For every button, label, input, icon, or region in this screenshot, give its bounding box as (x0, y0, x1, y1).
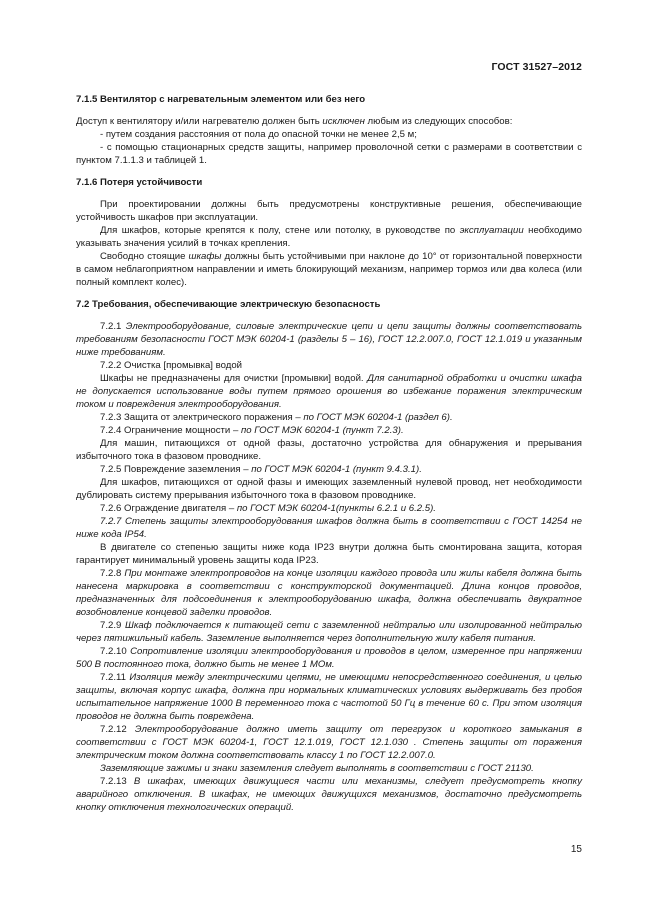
paragraph: Доступ к вентилятору и/или нагревателю должен быть исключен любым из следующих способов: (76, 116, 513, 127)
paragraph: 7.2.8 При монтаже электропроводов на конце изоляции каждого провода или жилы кабеля должна быть нанесена маркировка в соответствии с конструкторской документацией. Длина концов проводов, предназначенных для подсоединения к электрооборудованию шкафа, должна обеспечивать двукратное возобновление концевой заделки проводов. (76, 568, 582, 618)
paragraph: 7.2.7 Степень защиты электрооборудования шкафов должна быть в соответствии с ГОСТ 14254 не ниже кода IP54. (76, 516, 582, 540)
section-title-7-2: 7.2 Требования, обеспечивающие электрическую безопасность (76, 299, 381, 310)
paragraph: При проектировании должны быть предусмотрены конструктивные решения, обеспечивающие устойчивость шкафов при эксплуатации. (76, 199, 582, 223)
list-item: - путем создания расстояния от пола до опасной точки не менее 2,5 м; (100, 129, 417, 140)
paragraph: 7.2.10 Сопротивление изоляции электрооборудования и проводов в целом, измеренное при напряжении 500 В постоянного тока, должно быть не менее 1 МОм. (76, 646, 582, 670)
paragraph: Для шкафов, которые крепятся к полу, стене или потолку, в руководстве по эксплуатации необходимо указывать значения усилий в точках крепления. (76, 225, 582, 249)
paragraph: Для шкафов, питающихся от одной фазы и имеющих заземленный нулевой провод, нет необходимости дублировать систему прерывания избыточного тока в фазовом проводнике. (76, 477, 582, 501)
paragraph: 7.2.6 Ограждение двигателя – по ГОСТ МЭК 60204-1(пункты 6.2.1 и 6.2.5). (100, 503, 436, 514)
paragraph: 7.2.4 Ограничение мощности – по ГОСТ МЭК 60204-1 (пункт 7.2.3). (100, 425, 404, 436)
paragraph: 7.2.3 Защита от электрического поражения – по ГОСТ МЭК 60204-1 (раздел 6). (100, 412, 453, 423)
paragraph: Для машин, питающихся от одной фазы, достаточно устройства для обнаружения и прерывания избыточного тока в фазовом проводнике. (76, 438, 582, 462)
document-body (76, 93, 582, 814)
paragraph: 7.2.2 Очистка [промывка] водой (100, 360, 243, 371)
paragraph: В двигателе со степенью защиты ниже кода IP23 внутри должна быть смонтирована защита, которая гарантирует минимальный уровень защиты кода IP23. (76, 542, 582, 566)
page-header-standard-number: ГОСТ 31527–2012 (491, 61, 582, 73)
paragraph: 7.2.12 Электрооборудование должно иметь защиту от перегрузок и короткого замыкания в соответствии с ГОСТ МЭК 60204-1, ГОСТ 12.1.019, ГОСТ 12.1.030 . Степень защиты от поражения электрическим током должна соответствовать классу 1 по ГОСТ 12.2.007.0. (76, 724, 582, 761)
paragraph: 7.2.5 Повреждение заземления – по ГОСТ МЭК 60204-1 (пункт 9.4.3.1). (100, 464, 422, 475)
paragraph: 7.2.13 В шкафах, имеющих движущиеся части или механизмы, следует предусмотреть кнопку аварийного отключения. В шкафах, не имеющих движущихся механизмов, достаточно предусмотреть кнопку отключения технологических операций. (76, 776, 582, 813)
paragraph: Шкафы не предназначены для очистки [промывки] водой. Для санитарной обработки и очистки шкафа не допускается использование воды путем прямого орошения во избежание поражения электрическим током и повреждения электрооборудования. (76, 373, 582, 410)
paragraph: 7.2.9 Шкаф подключается к питающей сети с заземленной нейтралью или изолированной нейтралью через пятижильный кабель. Заземление выполняется через дополнительную жилу кабеля питания. (76, 620, 582, 644)
section-title-7-1-6: 7.1.6 Потеря устойчивости (76, 177, 203, 188)
paragraph: Свободно стоящие шкафы должны быть устойчивыми при наклоне до 10° от горизонтальной поверхности в самом неблагоприятном направлении и иметь блокирующий механизм, например тормоз или два колеса (или полный комплект колес). (76, 251, 582, 288)
page-number: 15 (570, 844, 582, 855)
section-title-7-1-5: 7.1.5 Вентилятор с нагревательным элементом или без него (76, 94, 366, 105)
paragraph: 7.2.1 Электрооборудование, силовые электрические цепи и цепи защиты должны соответствовать требованиям безопасности ГОСТ МЭК 60204-1 (разделы 5 – 16), ГОСТ 12.2.007.0, ГОСТ 12.1.019 и указанным ниже требованиям. (76, 321, 582, 358)
paragraph: 7.2.11 Изоляция между электрическими цепями, не имеющими непосредственного соединения, и целью защиты, включая корпус шкафа, должна при нормальных климатических условиях выдерживать без пробоя испытательное напряжение 1000 В переменного тока с частотой 50 Гц в течение 60 с. При этом изоляция проводов не должна быть повреждена. (76, 672, 582, 722)
paragraph: Заземляющие зажимы и знаки заземления следует выполнять в соответствии с ГОСТ 21130. (100, 763, 534, 774)
list-item: - с помощью стационарных средств защиты, например проволочной сетки с размерами в соответствии с пунктом 7.1.1.3 и таблицей 1. (76, 142, 582, 166)
